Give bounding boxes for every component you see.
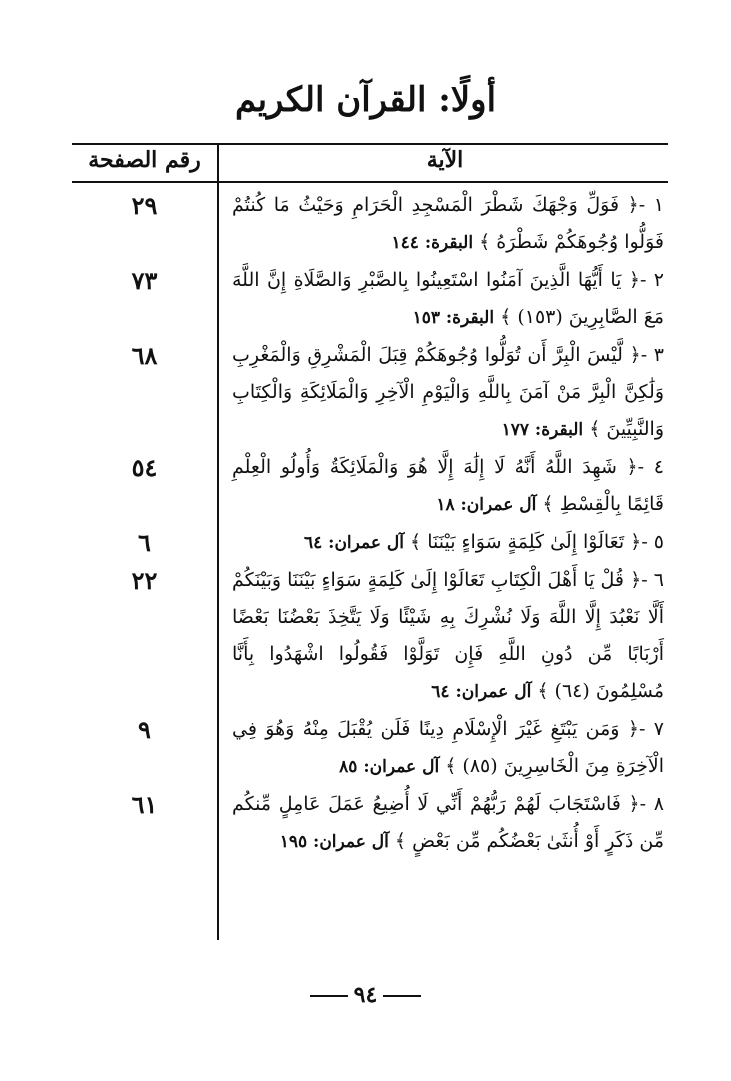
table-row [72, 449, 668, 524]
ayah-text: ١ -﴿ فَوَلِّ وَجْهَكَ شَطْرَ الْمَسْجِدِ الْحَرَامِ وَحَيْثُ مَا كُنتُمْ فَوَلُّوا وُجُوهَكُمْ شَطْرَهُ ﴾ [232, 194, 664, 253]
footer-dash-right [383, 995, 421, 997]
ayah-text: ٧ -﴿ وَمَن يَبْتَغِ غَيْرَ الْإِسْلَامِ دِينًا فَلَن يُقْبَلَ مِنْهُ وَهُوَ فِي الْآخِرَةِ مِنَ الْخَاسِرِينَ (٨٥) ﴾ [232, 718, 664, 777]
header-page-number: رقم الصفحة [88, 147, 201, 173]
table-rows [72, 187, 668, 861]
ayah-reference: آل عمران: ١٩٥ [279, 832, 389, 852]
row-ayah [232, 187, 664, 262]
row-page-number: ٢٩ [131, 191, 158, 220]
row-page-number: ٦ [138, 528, 151, 557]
ayah-reference: البقرة: ١٥٣ [412, 308, 495, 328]
row-ayah [232, 711, 664, 786]
row-page-number: ٦١ [131, 790, 158, 819]
row-ayah [232, 524, 664, 562]
table-header-rule [72, 181, 668, 183]
row-page-number: ٦٨ [131, 341, 158, 370]
ayah-reference: البقرة: ١٤٤ [391, 233, 474, 253]
row-ayah [232, 337, 664, 449]
row-ayah [232, 449, 664, 524]
table-row [72, 524, 668, 562]
table-row [72, 786, 668, 861]
footer-page-number: ٩٤ [353, 982, 378, 1008]
table-row [72, 562, 668, 711]
page-footer [0, 982, 731, 1008]
ayah-text: ٢ -﴿ يَا أَيُّهَا الَّذِينَ آمَنُوا اسْتَعِينُوا بِالصَّبْرِ وَالصَّلَاةِ إِنَّ اللَّهَ مَعَ الصَّابِرِينَ (١٥٣) ﴾ [232, 269, 664, 328]
ayah-text: ٤ -﴿ شَهِدَ اللَّهُ أَنَّهُ لَا إِلَٰهَ إِلَّا هُوَ وَالْمَلَائِكَةُ وَأُولُو الْعِلْمِ قَائِمًا بِالْقِسْطِ ﴾ [232, 456, 664, 515]
row-page-number: ٩ [138, 715, 151, 744]
ayah-text: ٦ -﴿ قُلْ يَا أَهْلَ الْكِتَابِ تَعَالَوْا إِلَىٰ كَلِمَةٍ سَوَاءٍ بَيْنَنَا وَبَيْنَكُمْ أَلَّا نَعْبُدَ إِلَّا اللَّهَ وَلَا نُشْرِكَ بِهِ شَيْئًا وَلَا يَتَّخِذَ بَعْضُنَا بَعْضًا أَرْبَابًا مِّن دُونِ اللَّهِ فَإِن تَوَلَّوْا فَقُولُوا اشْهَدُوا بِأَنَّا مُسْلِمُونَ (٦٤) ﴾ [232, 569, 664, 702]
table-row [72, 187, 668, 262]
ayah-reference: آل عمران: ١٨ [436, 495, 537, 515]
table-row [72, 262, 668, 337]
row-ayah [232, 262, 664, 337]
footer-dash-left [310, 995, 348, 997]
ayah-reference: آل عمران: ٨٥ [339, 757, 440, 777]
ayah-text: ٨ -﴿ فَاسْتَجَابَ لَهُمْ رَبُّهُمْ أَنِّي لَا أُضِيعُ عَمَلَ عَامِلٍ مِّنكُم مِّن ذَكَرٍ أَوْ أُنثَىٰ بَعْضُكُم مِّن بَعْضٍ ﴾ [232, 793, 664, 852]
row-page-number: ٢٢ [131, 566, 158, 595]
table-top-rule [72, 143, 668, 145]
header-ayah: الآية [426, 147, 464, 173]
row-ayah [232, 562, 664, 711]
index-table [72, 143, 668, 940]
table-row [72, 711, 668, 786]
page-title: أولًا: القرآن الكريم [234, 80, 497, 120]
ayah-reference: البقرة: ١٧٧ [501, 420, 584, 440]
ayah-reference: آل عمران: ٦٤ [431, 682, 532, 702]
ayah-text: ٣ -﴿ لَّيْسَ الْبِرَّ أَن تُوَلُّوا وُجُوهَكُمْ قِبَلَ الْمَشْرِقِ وَالْمَغْرِبِ وَلَٰكِنَّ الْبِرَّ مَنْ آمَنَ بِاللَّهِ وَالْيَوْمِ الْآخِرِ وَالْمَلَائِكَةِ وَالْكِتَابِ وَالنَّبِيِّينَ ﴾ [232, 344, 664, 440]
row-ayah [232, 786, 664, 861]
row-page-number: ٧٣ [131, 266, 158, 295]
ayah-text: ٥ -﴿ تَعَالَوْا إِلَىٰ كَلِمَةٍ سَوَاءٍ بَيْنَنَا ﴾ [410, 531, 664, 553]
ayah-reference: آل عمران: ٦٤ [303, 533, 404, 553]
table-row [72, 337, 668, 449]
row-page-number: ٥٤ [131, 453, 158, 482]
